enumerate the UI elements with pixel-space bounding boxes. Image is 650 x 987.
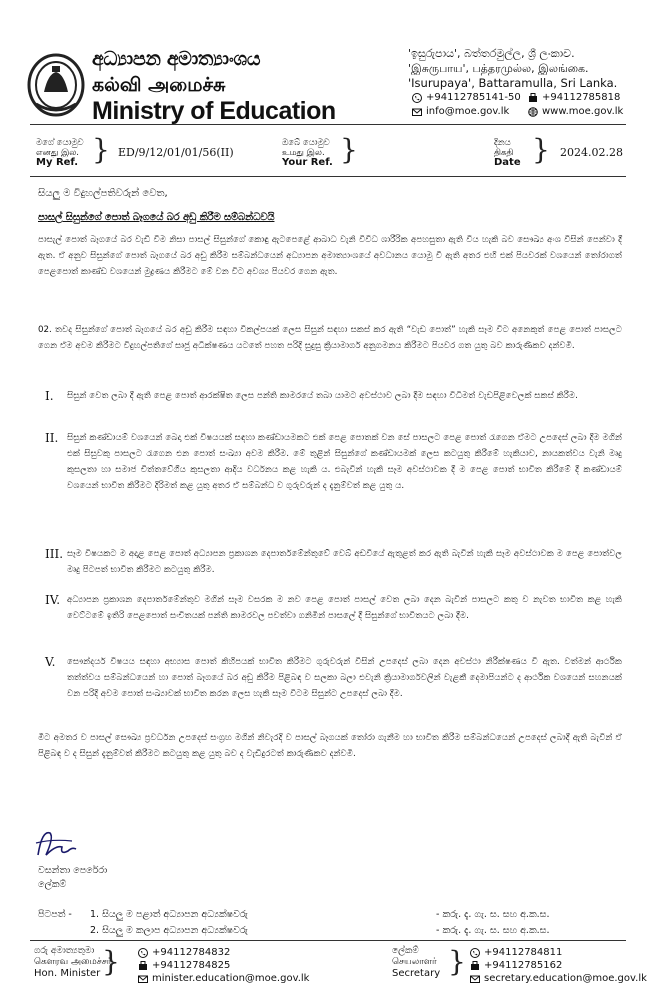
ministry-name-tamil: கல்வி அமைச்சு (92, 74, 226, 96)
subject-line: පාසල් සිසුන්ගේ පොත් බෑගයේ බර අඩු කිරීම සම්බන්ධවයි (38, 212, 275, 223)
list-item (45, 430, 622, 494)
copy-note-2: - කරු. දැ. ගැ. ස. සහ අ.ක.ස. (436, 925, 550, 936)
paragraph-3: මීට අමතර ව පාසල් සෞඛ්‍ය ප්‍රවර්ධන උපදෙස් සංග්‍රහ මගින් නිවැරදි ව පාසල් බෑගයක් තෝරා ගැනීම හා භාවිත කිරීම සම්බන්ධයෙන් උපදෙස් ලබාදී ඇති බැවින් ඒ පිළිබඳ ව ද සිසුන් දැනුම්වත් කිරීමට කටයුතු කළ යුතු බව ද වැඩිදුරටත් කාරුණිකව දන්වමි. (38, 733, 622, 759)
date-label-si: දිනය (494, 138, 511, 148)
signer-name: වසන්තා පෙරේරා (38, 865, 108, 876)
address-sinhala: 'ඉසුරුපාය', බත්තරමුල්ල, ශ්‍රී ලංකාව. (408, 47, 575, 60)
list-item-text: සෞන්දර්ය විෂයය සඳහා අභ්‍යාස පොත් කිහිපයක් භාවිත කිරීමට ගුරුවරුන් විසින් උපදෙස් ලබා දෙන අවස්ථා නිරීක්ෂණය වී ඇත. වත්මන් ආර්ථික තත්ත්වය සම්බන්ධයෙන් හා පොත් බෑගයේ බර අඩු කිරීම පිළිබඳ ව සලකා බලා එවැනි ක්‍රියාමාර්ගවලින් වැළකී දෙමාපියන්ට ද ආර්ථික වශයෙන් සහනයක් වන පරිදි අවම පොත් සංඛ්‍යාවක් භාවිත කරන ලෙස හැකි සෑම විටම සිසුන්ට උපදෙස් ලබා දීම. (67, 657, 622, 699)
copy-number: 1. (90, 909, 100, 920)
secretary-email (470, 973, 647, 984)
address-tamil: 'இசுருபாய', பத்தரமுல்ல, இலங்கை. (408, 62, 589, 75)
copy-note-1: - කරු. දැ. ගැ. ස. සහ අ.ක.ස. (436, 909, 550, 920)
header-fax-text: +94112785818 (542, 92, 621, 103)
ministry-name-sinhala: අධ්‍යාපන අමාත්‍යාංශය (92, 48, 261, 70)
date-label (494, 138, 521, 168)
date-label-ta: திகதி (494, 148, 514, 158)
my-ref-label-en: My Ref. (36, 157, 79, 168)
date-value: 2024.02.28 (560, 146, 623, 159)
fax-icon (470, 961, 480, 971)
list-item-text: සිසුන් වෙත ලබා දී ඇති පෙළ පොත් ආරක්ෂිත ලෙස පන්ති කාමරයේ තබා යාමට අවස්ථාව ලබා දීම සඳහා විධිමත් වැඩපිළිවෙලක් සකස් කිරීම. (67, 391, 578, 401)
paragraph-2: 02. තවද සිසුන්ගේ පොත් බෑගයේ බර අඩු කිරීම සඳහා විකල්පයක් ලෙස සිසුන් සඳහා සකස් කර ඇති “වැඩ පොත්” හැකි සෑම විට අනෙකුත් පෙළ පොත් පාසලට ගෙන ඒම අවම කිරීමට විදුහල්පතිගේ සෘජු අධීක්ෂණය යටතේ පහත පරිදි සුදුසු ක්‍රියාමාර්ග අනුගමනය කිරීමට පියවර ගත යුතු බව කාරුණිකව දන්වමි. (38, 325, 623, 351)
header-email (412, 106, 509, 117)
copy-item-2 (90, 924, 248, 938)
your-ref-label-ta: உமது இல. (282, 148, 325, 158)
list-item (45, 592, 622, 624)
list-item-text: සෑම විෂයකට ම අදාළ පෙළ පොත් අධ්‍යාපන ප්‍රකාශන දෙපාර්තමේන්තුවේ වෙබ් අඩවියේ ඇතුළත් කර ඇති බැවින් හැකි සෑම අවස්ථාවක ම පෙළ පොත්වල මෘදු පිටපත් භාවිත කිරීමට කටයුතු කිරීම. (67, 549, 622, 575)
footer-minister-label (34, 946, 111, 979)
ref-divider (30, 176, 626, 177)
minister-email-text: minister.education@moe.gov.lk (152, 973, 310, 984)
minister-fax-text: +94112784825 (152, 960, 231, 971)
my-ref-value: ED/9/12/01/01/56(II) (118, 146, 234, 159)
footer-divider (30, 940, 626, 941)
your-ref-brace: } (340, 133, 358, 166)
secretary-phone-text: +94112784811 (484, 947, 563, 958)
header-web-text: www.moe.gov.lk (542, 106, 624, 117)
list-item (45, 654, 622, 702)
list-item-number: III. (45, 547, 64, 561)
list-item (45, 546, 622, 578)
header-email-text: info@moe.gov.lk (426, 106, 510, 117)
secretary-fax (470, 960, 562, 971)
list-item-text: සිසුන් කණ්ඩායම් වශයෙන් බෙදා එක් විෂයයක් සඳහා කණ්ඩායමකට එක් පෙළ පොතක් වන සේ පාසලට පෙළ පොත් රැගෙන ඒමට උපදෙස් ලබා දීම මගින් එක් සිසුවකු පාසලට රැගෙන එන පොත් සංඛ්‍යා අවම කිරීම. මේ තුළින් සිසුන්ගේ කණ්ඩායමක් ලෙස කටයුතු කිරීමේ හැකියාව, නායකත්වය වැනි මෘදු කුසලතා හා සමාජ චිත්තවේගීය කුසලතා ආදිය වර්ධනය කළ හැකි ය. එබැවින් හැකි සෑම අවස්ථාවක දී ම පෙළ පොත් භාවිත කිරීමේ දී කණ්ඩායම් වශයෙන් භාවිත කිරීමට දිරිමත් කළ යුතු අතර ඒ සම්බන්ධ ව ගුරුවරුන් ද දැනුම්වත් කළ යුතු ය. (67, 433, 622, 491)
header-divider (30, 124, 626, 125)
header-phone-text: +94112785141-50 (426, 92, 521, 103)
globe-icon (528, 107, 538, 117)
header-web (528, 106, 623, 117)
phone-icon (412, 93, 422, 103)
minister-label-si: ගරු අමාත්‍යතුමා (34, 946, 95, 956)
minister-email (138, 973, 309, 984)
secretary-phone (470, 947, 562, 958)
header-fax (528, 92, 620, 103)
minister-phone (138, 947, 230, 958)
list-item-text: අධ්‍යාපන ප්‍රකාශන දෙපාර්තමේන්තුව මගින් සෑම වසරක ම නව පෙළ පොත් පාසල් වෙත ලබා දෙන බැවින් පාසලට කතු ව නැවත භාවිත කළ හැකි වෙට්ටමේ ඉතිරි පෙළපොත් සංචිතයක් පන්ති කාමරවල පවත්වා ගනිමින් පාසලේ දී සිසුන්ගේ භාවිතයට ලබා දීම. (67, 595, 622, 621)
my-ref-brace: } (92, 133, 110, 166)
phone-icon (470, 948, 480, 958)
salutation: සියලු ම විදුහල්පතිවරුන් වෙත, (38, 188, 168, 199)
copies-label: පිටපත් - (38, 909, 72, 920)
signature-icon (32, 825, 102, 865)
list-item-number: I. (45, 389, 54, 403)
copy-item-1 (90, 908, 248, 922)
date-label-en: Date (494, 157, 521, 168)
my-ref-label-ta: எனது இல. (36, 148, 79, 158)
minister-label-en: Hon. Minister (34, 968, 101, 979)
email-icon (412, 107, 422, 117)
paragraph-1: පාසැල් පොත් බෑගයේ බර වැඩි වීම නිසා පාසල් සිසුන්ගේ කොඳු ඇටපෙළේ ආබාධ වැනි විවිධ ශාරීරික අපහසුතා ඇති විය හැකි බව සෞඛ්‍ය අංශ විසින් පෙන්වා දී ඇත. ඒ අනුව සිසුන්ගේ පොත් බෑගයේ බර අඩු කිරීම සම්බන්ධයෙන් අධ්‍යාපන අමාත්‍යාංශයේ අවධානය යොමු වී ඇති අතර එහි එක් පියවරක් වශයෙන් තෝරාගත් පෙළපොත් කාණ්ඩ වශයෙන් මුද්‍රණය කිරීමට මේ වන විට අවශ්‍ය පියවර ගෙන ඇත. (38, 235, 622, 277)
signer-title: ලේකම් (38, 879, 67, 890)
list-item-number: II. (45, 431, 59, 445)
fax-icon (138, 961, 148, 971)
secretary-label-ta: செயலாளர் (392, 957, 437, 967)
minister-fax (138, 960, 230, 971)
copy-number: 2. (90, 925, 100, 936)
fax-icon (528, 93, 538, 103)
date-brace: } (532, 133, 550, 166)
copy-recipient: සියලු ම පළාත් අධ්‍යාපන අධ්‍යක්ෂවරු (102, 909, 248, 920)
list-item (45, 388, 622, 404)
minister-label-ta: கௌரவ அமைச்சர் (34, 957, 112, 967)
signer-block (38, 864, 107, 892)
email-icon (470, 974, 480, 984)
secretary-email-text: secretary.education@moe.gov.lk (484, 973, 647, 984)
header-phone (412, 92, 521, 103)
your-ref-label-si: ඔබේ යොමුව (282, 138, 330, 148)
your-ref-label-en: Your Ref. (282, 157, 333, 168)
my-ref-label (36, 138, 84, 168)
copy-recipient: සියලු ම කලාප අධ්‍යාපන අධ්‍යක්ෂවරු (102, 925, 248, 936)
my-ref-label-si: මගේ යොමුව (36, 138, 84, 148)
phone-icon (138, 948, 148, 958)
secretary-label-en: Secretary (392, 968, 441, 979)
minister-brace: } (102, 945, 120, 978)
list-item-number: V. (45, 655, 56, 669)
secretary-brace: } (448, 945, 466, 978)
address-english: 'Isurupaya', Battaramulla, Sri Lanka. (408, 76, 618, 90)
footer-secretary-label (392, 946, 440, 979)
minister-phone-text: +94112784832 (152, 947, 231, 958)
email-icon (138, 974, 148, 984)
your-ref-label (282, 138, 333, 168)
list-item-number: IV. (45, 593, 61, 607)
secretary-label-si: ලේකම් (392, 946, 419, 956)
ministry-emblem-icon (26, 52, 86, 118)
secretary-fax-text: +94112785162 (484, 960, 563, 971)
ministry-name-english: Ministry of Education (92, 97, 336, 125)
